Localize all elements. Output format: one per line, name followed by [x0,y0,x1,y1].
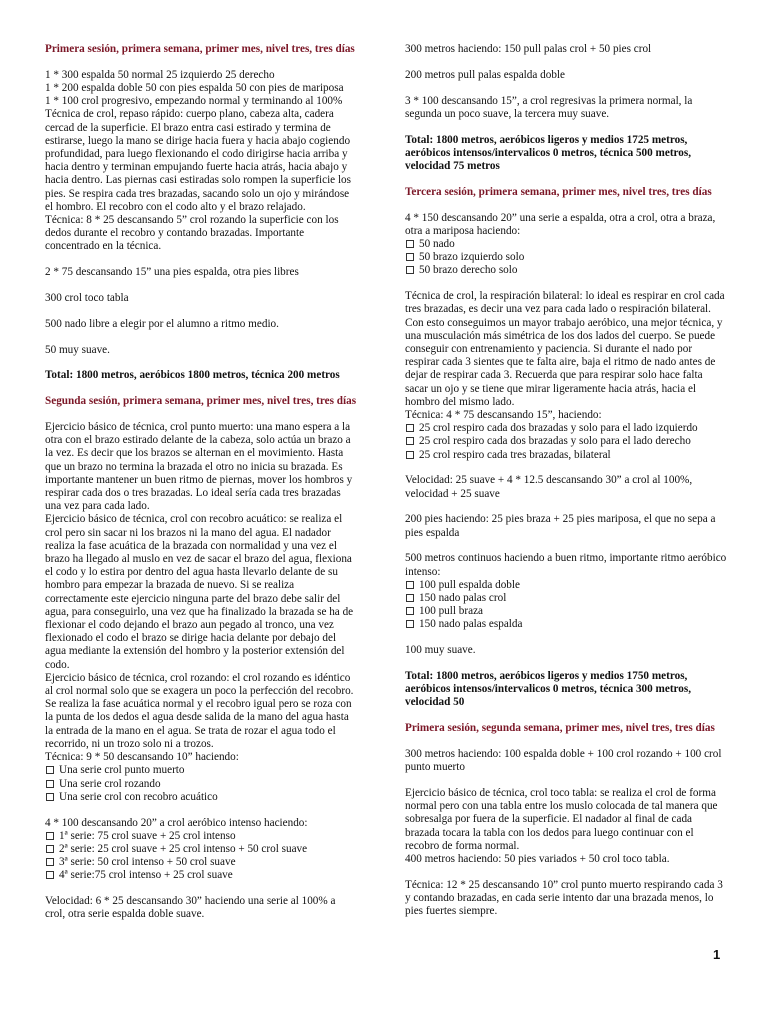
checkbox-bullet-icon [406,607,414,615]
list-item-text: 150 nado palas espalda [419,618,523,631]
list-item-text: 4ª serie:75 crol intenso + 25 crol suave [59,869,233,882]
page-number: 1 [713,947,721,962]
list-item-text: 25 crol respiro cada dos brazadas y solo para el lado izquierdo [419,422,698,435]
list-item [45,856,358,869]
paragraph: 500 metros continuos haciendo a buen ritmo, importante ritmo aeróbico intenso: [405,552,727,578]
paragraph: Ejercicio básico de técnica, crol rozando: el crol rozando es idéntico al crol normal solo que se exagera un poco la perfección del recobro. Se realiza la fase acuática normal y el recobro igual pero se roza con la punta de los dedos el agua desde salida de la mano del agua hasta la entrada de la mano en el agua. Se trata de rozar el agua todo el recorrido, ni un trozo solo ni a trozos. [45,671,354,750]
checkbox-bullet-icon [406,437,414,445]
paragraph: 300 metros haciendo: 150 pull palas crol + 50 pies crol [405,43,652,55]
paragraph: Técnica de crol, repaso rápido: cuerpo plano, cabeza alta, cadera cercad de la superficie. El brazo entra casi estirado y termina de estirarse, luego la mano se dirige hacia fuera y hacia abajo cogiendo profundidad, para luego flexionando el codo dirigirse hacia arriba y hacia dentro y terminan empujando fuerte hacia atrás, hacia abajo y hacia dentro. Las piernas casi estiradas solo rompen la superficie los pies. Se respira cada tres brazadas, sacando solo un ojo y mirándose el hombro. El recobro con el codo alto y el brazo relajado. [45,108,351,213]
checkbox-bullet-icon [406,620,414,628]
checkbox-bullet-icon [406,451,414,459]
checkbox-bullet-icon [406,253,414,261]
list-item-text: Una serie crol rozando [59,777,161,790]
paragraph: Técnica: 4 * 75 descansando 15”, haciendo: [405,409,602,422]
checkbox-bullet-icon [46,871,54,879]
paragraph: Velocidad: 6 * 25 descansando 30” haciendo una serie al 100% a crol, otra serie espalda doble suave. [45,895,336,921]
list-item-text: 150 nado palas crol [419,592,507,605]
list-item-text: 100 pull espalda doble [419,578,520,591]
paragraph: 2 * 75 descansando 15” una pies espalda, otra pies libres [45,266,299,279]
paragraph: 1 * 200 espalda doble 50 con pies espalda 50 con pies de mariposa [45,82,344,94]
checkbox-bullet-icon [406,594,414,602]
paragraph: 4 * 100 descansando 20” a crol aeróbico intenso haciendo: [45,816,308,829]
list-item-text: 50 nado [419,238,455,250]
list-item [405,251,727,264]
list-item [405,618,727,631]
session-heading: Primera sesión, primera semana, primer mes, nivel tres, tres días [45,43,355,55]
bullet-list [405,238,727,278]
list-item-text: 1ª serie: 75 crol suave + 25 crol intenso [59,829,236,842]
list-item-text: 3ª serie: 50 crol intenso + 50 crol suave [59,856,236,869]
checkbox-bullet-icon [46,858,54,866]
paragraph: 300 metros haciendo: 100 espalda doble + 100 crol rozando + 100 crol punto muerto [405,748,722,774]
list-item-text: 2ª serie: 25 crol suave + 25 crol intenso + 50 crol suave [59,842,308,855]
list-item [45,764,358,777]
session-heading: Tercera sesión, primera semana, primer mes, nivel tres, tres días [405,185,712,198]
paragraph: 3 * 100 descansando 15”, a crol regresivas la primera normal, la segunda un poco suave, la tercera muy suave. [405,94,693,120]
paragraph: 200 metros pull palas espalda doble [405,68,566,81]
checkbox-bullet-icon [46,766,54,774]
paragraph: 500 nado libre a elegir por el alumno a ritmo medio. [45,317,279,330]
checkbox-bullet-icon [406,266,414,274]
list-item [405,422,727,435]
right-column [405,43,727,918]
checkbox-bullet-icon [406,240,414,248]
paragraph: 300 crol toco tabla [45,292,129,305]
list-item [45,843,358,856]
list-item [405,238,727,251]
paragraph: 400 metros haciendo: 50 pies variados + 50 crol toco tabla. [405,853,670,866]
session-heading: Segunda sesión, primera semana, primer mes, nivel tres, tres días [45,395,357,408]
list-item [45,869,358,882]
bullet-list [45,830,358,883]
total-summary: Total: 1800 metros, aeróbicos ligeros y medios 1750 metros, aeróbicos intensos/intervalicos 0 metros, técnica 300 metros, velocidad 50 [405,670,692,709]
checkbox-bullet-icon [46,832,54,840]
bullet-list [45,764,358,804]
list-item-text: 50 brazo derecho solo [419,264,518,277]
bullet-list [405,579,727,632]
checkbox-bullet-icon [46,793,54,801]
paragraph: 1 * 100 crol progresivo, empezando normal y terminando al 100% [45,95,343,108]
total-summary: Total: 1800 metros, aeróbicos 1800 metros, técnica 200 metros [45,369,340,382]
list-item [405,592,727,605]
list-item-text: 25 crol respiro cada tres brazadas, bilateral [419,448,611,461]
list-item-text: 50 brazo izquierdo solo [419,251,525,264]
list-item-text: Una serie crol con recobro acuático [59,790,218,803]
checkbox-bullet-icon [46,845,54,853]
left-column [45,43,358,934]
list-item [405,449,727,462]
list-item [45,830,358,843]
paragraph: Técnica de crol, la respiración bilateral: lo ideal es respirar en crol cada tres brazadas, es decir una vez para cada lado o respiración bilateral. Con esto conseguimos un mayor trabajo aeróbico, una mejor técnica, y una musculación más simétrica de los dos lados del cuerpo. Se puede conseguir con entrenamiento y paciencia. Si durante el nado por respirar cada 3 sientes que te falta aire, baja el ritmo de nado antes de dejar de respirar cada 3. Recuerda que para respirar solo hace falta sacar un ojo y se tiene que mirar ligeramente hacia atrás, hacia el hombro del mismo lado. [405,290,725,408]
bullet-list [405,422,727,462]
paragraph: 100 muy suave. [405,644,476,657]
list-item-text: 25 crol respiro cada dos brazadas y solo para el lado derecho [419,435,691,448]
list-item [405,579,727,592]
paragraph: Ejercicio básico de técnica, crol con recobro acuático: se realiza el crol pero sin sacar ni los brazos ni la mano del agua. El nadador realiza la fase acuática de la brazada con normalidad y una vez el brazo ha llegado al muslo en vez de sacar el brazo del agua, flexiona el codo y lo estira por dentro del agua hasta llevarlo delante de su hombro para empezar la brazada de nuevo. Si se realiza correctamente este ejercicio ninguna parte del brazo debe salir del agua, para conseguirlo, una vez que ha finalizado la brazada se ha de flexionar el codo dejando el brazo aun pegado al tronco, una vez flexionado el codo el brazo se dirige hacia delante por debajo del agua mediante la extensión del hombro y la posterior extensión del codo. [45,513,354,671]
paragraph: 1 * 300 espalda 50 normal 25 izquierdo 25 derecho [45,68,275,81]
list-item-text: 100 pull braza [419,605,483,618]
paragraph: 4 * 150 descansando 20” una serie a espalda, otra a crol, otra a braza, otra a mariposa haciendo: [405,211,716,237]
paragraph: Técnica: 9 * 50 descansando 10” haciendo: [45,751,239,764]
paragraph: Técnica: 12 * 25 descansando 10” crol punto muerto respirando cada 3 y contando brazadas, en cada serie intento dar una brazada menos, lo pies fuertes siempre. [405,878,723,918]
checkbox-bullet-icon [406,424,414,432]
checkbox-bullet-icon [406,581,414,589]
paragraph: Ejercicio básico de técnica, crol punto muerto: una mano espera a la otra con el brazo estirado delante de la cabeza, solo actúa un brazo a la vez. Es decir que los brazos se alternan en el movimiento. Hasta que un brazo no termina la brazada el otro no inicia su brazada. Es importante mantener un buen ritmo de piernas, mover los hombros y respirar cada dos o tres brazadas. Lo ideal sería cada tres brazadas una vez para cada lado. [45,421,353,513]
total-summary: Total: 1800 metros, aeróbicos ligeros y medios 1725 metros, aeróbicos intensos/intervalicos 0 metros, técnica 500 metros, velocidad 75 metros [405,133,692,172]
paragraph: 200 pies haciendo: 25 pies braza + 25 pies mariposa, el que no sepa a pies espalda [405,513,716,539]
list-item-text: Una serie crol punto muerto [59,764,185,777]
paragraph: Técnica: 8 * 25 descansando 5” crol rozando la superficie con los dedos durante el recobro y contando brazadas. Importante concentrado en la técnica. [45,214,339,253]
session-heading: Primera sesión, segunda semana, primer mes, nivel tres, tres días [405,722,715,735]
list-item [405,605,727,618]
checkbox-bullet-icon [46,780,54,788]
list-item [45,778,358,791]
paragraph: Ejercicio básico de técnica, crol toco tabla: se realiza el crol de forma normal pero con una tabla entre los muslo colocada de tal manera que sobresalga por fuera de la superficie. El nadador al final de cada brazada tocara la tabla con los dedos para luego continuar con el recobro de forma normal. [405,787,718,852]
list-item [45,791,358,804]
list-item [405,264,727,277]
paragraph: Velocidad: 25 suave + 4 * 12.5 descansando 30” a crol al 100%, velocidad + 25 suave [405,474,693,500]
paragraph: 50 muy suave. [45,343,110,356]
list-item [405,435,727,448]
